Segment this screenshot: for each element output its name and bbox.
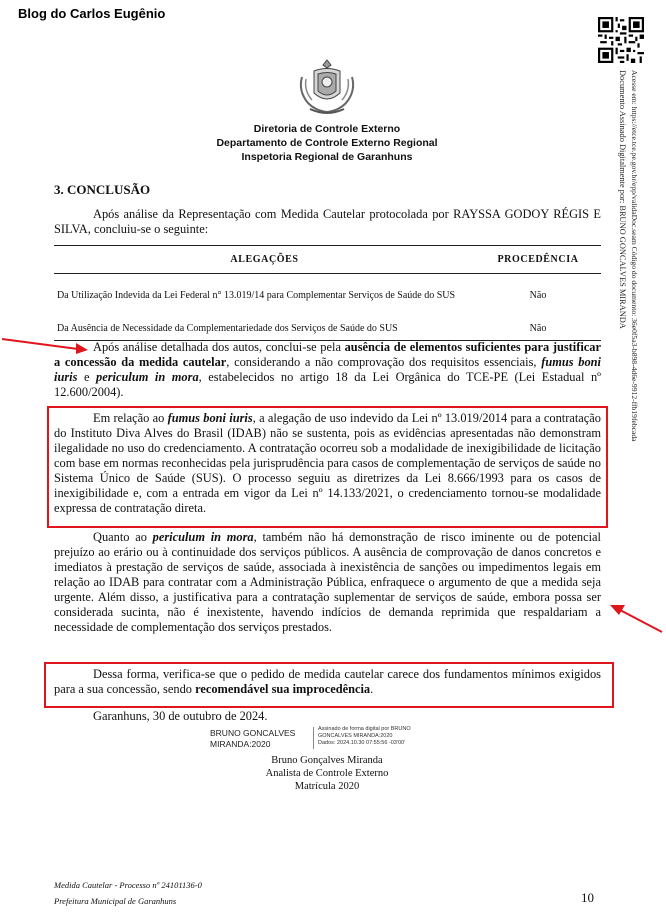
institution-header	[150, 122, 504, 164]
column-header-procedure: PROCEDÊNCIA	[475, 246, 601, 274]
table-header-row	[54, 246, 601, 274]
side-note-line1: Documento Assinado Digitalmente por: BRUNO GONCALVES MIRANDA	[618, 70, 627, 329]
header-line-1: Diretoria de Controle Externo	[253, 123, 401, 135]
periculum-paragraph: Quanto ao periculum in mora, também não há demonstração de risco iminente ou de potencial prejuízo ao erário ou à continuidade dos serviços públicos. A ausência de comprovação de danos concretos e imediatos à prestação de serviços de saúde, associada à inexistência de sanções ou impedimentos legais em relação ao IDAB para contratar com a Administração Pública, enfraquece o argumento de que a medida seja urgente. Além disso, a justificativa para a contratação suplementar de serviços de saúde, embora possa ser considerada sucinta, não é inexistente, havendo indícios de demanda reprimida que respaldariam a necessidade de complementação dos serviços prestados.	[54, 530, 601, 634]
intro-paragraph	[54, 207, 601, 237]
side-note-line2: Acesse em: https://etce.tce.pe.gov.br/epp/validaDoc.seam Código do documento: 36e0f5a3-b898-4d6e-9912-ffb19febcada	[630, 70, 639, 442]
signatory-name: Bruno Gonçalves Miranda	[271, 755, 383, 766]
allegation-cell: Da Utilização Indevida da Lei Federal n° 13.019/14 para Complementar Serviços de Saúde do SUS	[57, 289, 456, 301]
annotation-arrow-icon	[606, 600, 666, 636]
conclusion-paragraph: Após análise detalhada dos autos, conclui-se pela ausência de elementos suficientes para justificar a concessão da medida cautelar, considerando a não comprovação dos requisitos essenciais, fumus boni iuris e periculum in mora, estabelecidos no artigo 18 da Lei Orgânica do TCE-PE (Lei Estadual nº 12.600/2004).	[54, 340, 602, 399]
footer-process: Medida Cautelar - Processo nº 24101136-0	[54, 880, 202, 890]
qr-code-icon	[598, 17, 644, 63]
intro-text: Após análise da Representação com Medida Cautelar protocolada por RAYSSA GODOY RÉGIS E SILVA, concluiu-se o seguinte:	[54, 207, 601, 236]
page-number: 10	[581, 890, 594, 905]
section-title: 3. CONCLUSÃO	[54, 182, 151, 197]
fumus-paragraph: Em relação ao fumus boni iuris, a alegação de uso indevido da Lei nº 13.019/2014 para a contratação do Instituto Diva Alves do Brasil (IDAB) não se sustenta, pois as evidências apresentadas não demonstram ilegalidade no uso do credenciamento. A contratação ocorreu sob a modalidade de inexigibilidade de licitação com base em normas reconhecidas pela jurisprudência para casos de complementação de serviços de saúde no Sistema Único de Saúde (SUS). O processo seguiu as diretrizes da Lei 8.666/1993 para os casos de inexigibilidade e, com a entrada em vigor da Lei nº 14.133/2021, o credenciamento tornou-se modalidade expressa de contratação direta.	[54, 411, 601, 515]
allegation-cell: Da Ausência de Necessidade da Complementariedade dos Serviços de Saúde do SUS	[57, 322, 398, 334]
table-row	[54, 274, 601, 317]
procedure-cell: Não	[529, 322, 547, 334]
table-row	[54, 316, 601, 341]
header-line-3: Inspetoria Regional de Garanhuns	[241, 151, 413, 163]
blog-title: Blog do Carlos Eugênio	[18, 6, 166, 21]
column-header-allegations: ALEGAÇÕES	[54, 246, 475, 274]
footer-municipality: Prefeitura Municipal de Garanhuns	[54, 896, 177, 906]
key-finding: ausência de elementos suficientes para justificar a concessão da medida cautelar	[54, 340, 601, 369]
signature-stamp-name: BRUNO GONCALVES MIRANDA:2020	[210, 728, 296, 749]
allegations-table	[54, 245, 601, 341]
signature-divider	[313, 727, 314, 749]
procedure-cell: Não	[529, 289, 547, 301]
signatory-registration: Matrícula 2020	[294, 781, 360, 792]
date-line: Garanhuns, 30 de outubro de 2024.	[93, 709, 268, 723]
digital-signature-side-note	[614, 68, 656, 508]
digital-signature-details: Assinado de forma digital por BRUNO GONCALVES MIRANDA:2020 Dados: 2024.10.30 07:55:56 -03'00'	[318, 726, 411, 746]
annotation-arrow-icon	[0, 336, 90, 360]
header-line-2: Departamento de Controle Externo Regional	[216, 137, 438, 149]
coat-of-arms-icon	[294, 57, 360, 117]
final-paragraph: Dessa forma, verifica-se que o pedido de medida cautelar carece dos fundamentos mínimos exigidos para a sua concessão, sendo recomendável sua improcedência.	[54, 667, 601, 696]
signatory-block	[150, 754, 504, 793]
signatory-role: Analista de Controle Externo	[265, 768, 389, 779]
